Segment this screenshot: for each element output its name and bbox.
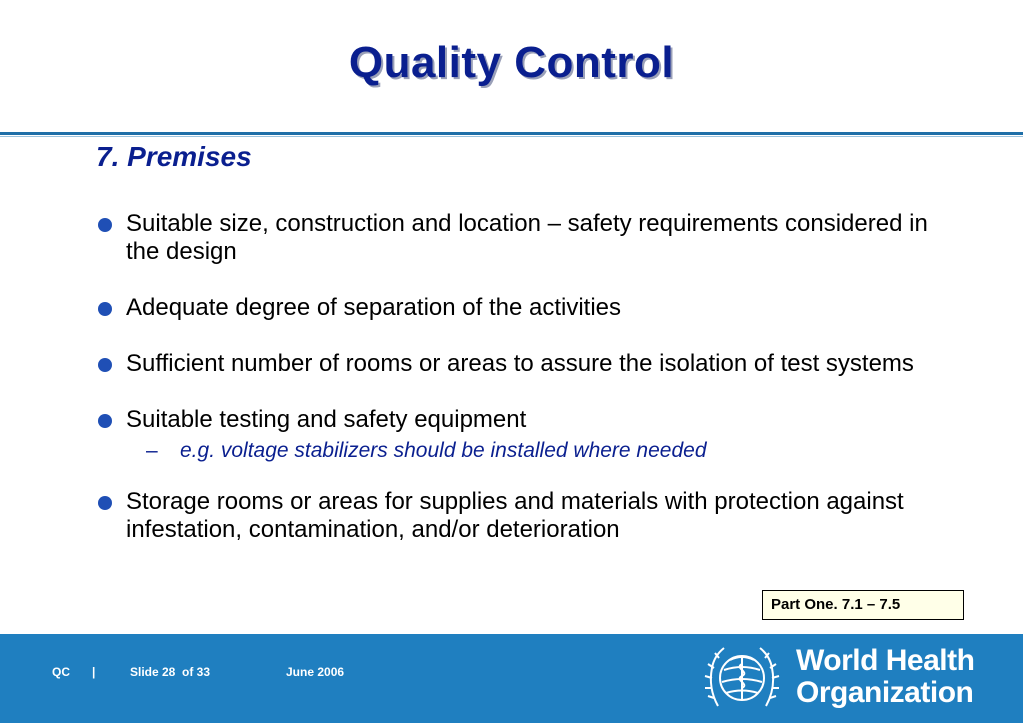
title-divider-light [0, 136, 1023, 137]
bullet-list [96, 210, 956, 572]
bullet-text: Suitable testing and safety equipment [126, 406, 527, 433]
bullet-item [96, 210, 956, 266]
who-name-line2: Organization [796, 676, 974, 709]
slide-counter: Slide 28 of 33 [130, 665, 211, 679]
sub-bullet-text: e.g. voltage stabilizers should be installed where needed [180, 439, 707, 462]
footer-separator: | [92, 665, 96, 679]
bullet-dot-icon [98, 496, 112, 510]
footer-date: June 2006 [286, 665, 345, 679]
bullet-text: Suitable size, construction and location – safety requirements considered in the design [126, 210, 928, 265]
dash-icon: – [146, 439, 158, 462]
bullet-item [96, 406, 956, 464]
bullet-item [96, 488, 956, 544]
title-divider [0, 132, 1023, 135]
bullet-dot-icon [98, 302, 112, 316]
bullet-item [96, 350, 956, 378]
footer-label: QC [52, 665, 70, 679]
who-name-line1: World Health [796, 644, 975, 677]
bullet-dot-icon [98, 358, 112, 372]
bullet-dot-icon [98, 218, 112, 232]
who-emblem-icon [694, 636, 790, 720]
bullet-dot-icon [98, 414, 112, 428]
bullet-item [96, 294, 956, 322]
slide-title: Quality Control [348, 38, 675, 87]
bullet-text: Sufficient number of rooms or areas to assure the isolation of test systems [126, 350, 914, 377]
section-heading: 7. Premises [96, 141, 252, 172]
reference-box: Part One. 7.1 – 7.5 [762, 590, 964, 620]
bullet-text: Storage rooms or areas for supplies and materials with protection against infestation, contamination, and/or deterioration [126, 488, 904, 543]
bullet-text: Adequate degree of separation of the activities [126, 294, 621, 321]
sub-bullet-item [126, 438, 956, 464]
